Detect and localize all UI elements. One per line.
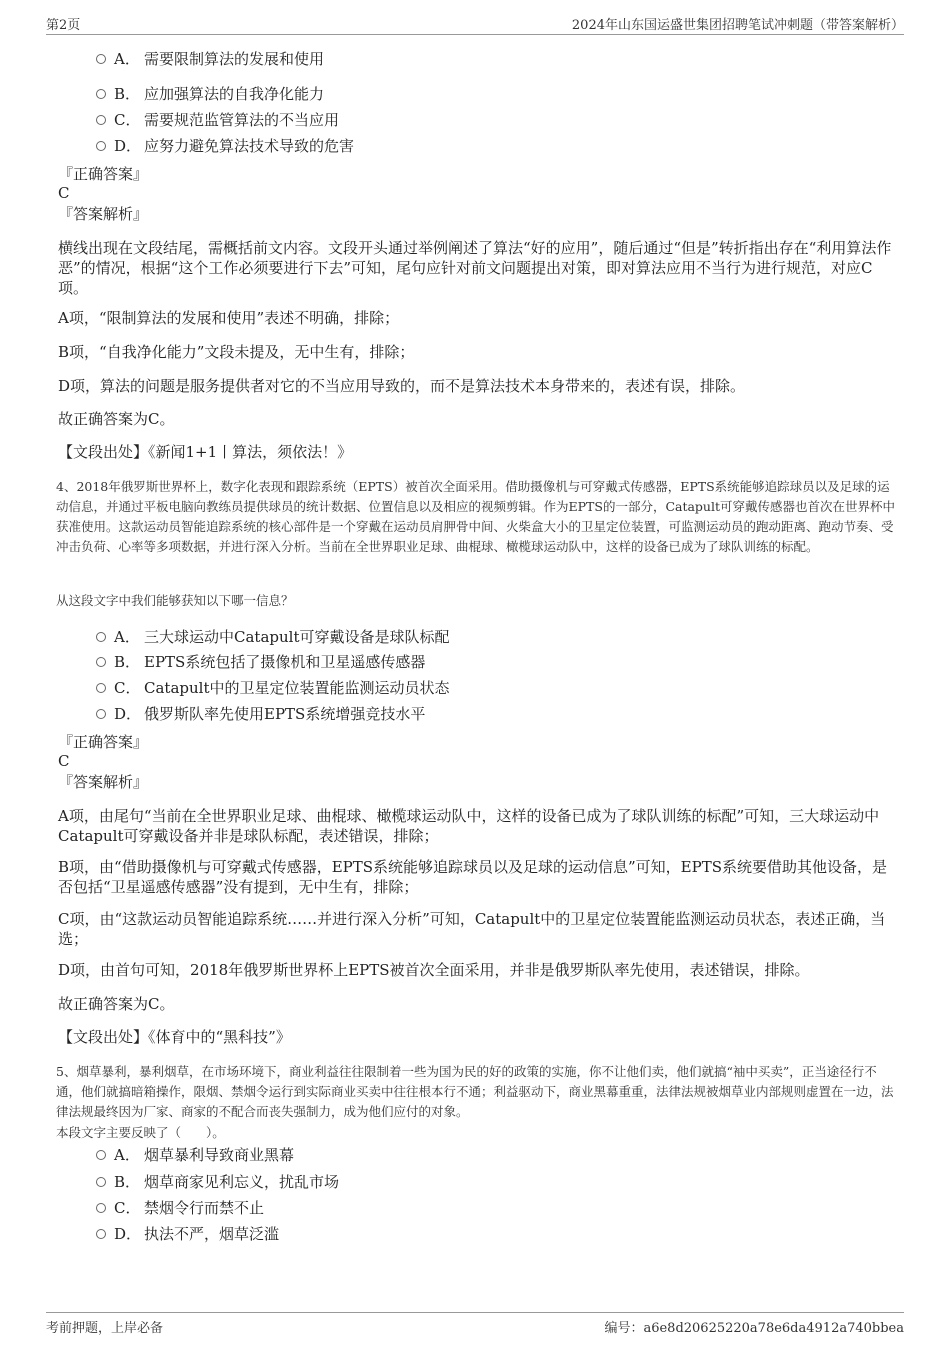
q3-analysis-main: 横线出现在文段结尾，需概括前文内容。文段开头通过举例阐述了算法“好的应用”，随后通过“但是”转折指出存在“利用算法作恶”的情况，根据“这个工作必须要进行下去”可知，尾句应针对前文问题提出对策，即对算法应用不当行为进行规范，对应C项。 bbox=[58, 239, 892, 297]
q3-option-d[interactable]: D． 应努力避免算法技术导致的危害 bbox=[96, 135, 354, 157]
q4-conclusion: 故正确答案为C。 bbox=[58, 995, 175, 1013]
q3-source: 【文段出处】《新闻1+1丨算法，须依法！》 bbox=[58, 443, 353, 461]
q3-analysis-a: A项，“限制算法的发展和使用”表述不明确，排除； bbox=[58, 309, 400, 327]
q4-source: 【文段出处】《体育中的“黑科技”》 bbox=[58, 1028, 291, 1046]
radio-icon[interactable] bbox=[96, 709, 106, 719]
radio-icon[interactable] bbox=[96, 1177, 106, 1187]
q4-option-a[interactable]: A． 三大球运动中Catapult可穿戴设备是球队标配 bbox=[96, 626, 449, 648]
q3-analysis-b: B项，“自我净化能力”文段未提及，无中生有，排除； bbox=[58, 343, 415, 361]
document-title: 2024年山东国运盛世集团招聘笔试冲刺题（带答案解析） bbox=[571, 18, 904, 33]
q5-option-c[interactable]: C． 禁烟令行而禁不止 bbox=[96, 1197, 264, 1219]
page-footer bbox=[46, 1312, 904, 1335]
q5-option-a[interactable]: A． 烟草暴利导致商业黑幕 bbox=[96, 1144, 294, 1166]
radio-icon[interactable] bbox=[96, 657, 106, 667]
q4-option-c[interactable]: C． Catapult中的卫星定位装置能监测运动员状态 bbox=[96, 677, 449, 699]
radio-icon[interactable] bbox=[96, 115, 106, 125]
q3-analysis-d: D项，算法的问题是服务提供者对它的不当应用导致的，而不是算法技术本身带来的，表述有误，排除。 bbox=[58, 377, 746, 395]
q4-analysis-c: C项，由“这款运动员智能追踪系统……并进行深入分析”可知，Catapult中的卫星定位装置能监测运动员状态，表述正确，当选； bbox=[58, 910, 886, 948]
q3-option-b[interactable]: B． 应加强算法的自我净化能力 bbox=[96, 83, 324, 105]
q4-passage: 4、2018年俄罗斯世界杯上，数字化表现和跟踪系统（EPTS）被首次全面采用。借助摄像机与可穿戴式传感器，EPTS系统能够追踪球员以及足球的运动信息，并通过平板电脑向教练员提供球员的统计数据、位置信息以及相应的视频剪辑。作为EPTS的一部分，Catapult可穿戴传感器也首次在世界杯中获准使用。这款运动员智能追踪系统的核心部件是一个穿戴在运动员肩胛骨中间、火柴盒大小的卫星定位装置，可监测运动员的跑动距离、跑动节奏、受冲击负荷、心率等多项数据，并进行深入分析。当前在全世界职业足球、曲棍球、橄榄球运动队中，这样的设备已成为了球队训练的标配。 bbox=[56, 479, 896, 554]
radio-icon[interactable] bbox=[96, 632, 106, 642]
page-header bbox=[46, 14, 904, 35]
q5-passage: 5、烟草暴利，暴利烟草，在市场环境下，商业利益往往限制着一些为国为民的好的政策的实施，你不让他们卖，他们就搞“袖中买卖”，正当途径行不通，他们就搞暗箱操作，限烟、禁烟令运行到实际商业买卖中往往根本行不通；利益驱动下，商业黑幕重重，法律法规被烟草业内部规则虚置在一边，法律法规最终因为厂家、商家的不配合而丧失强制力，成为他们应付的对象。 bbox=[56, 1064, 894, 1119]
q3-option-c[interactable]: C． 需要规范监管算法的不当应用 bbox=[96, 109, 339, 131]
q3-option-a[interactable]: A． 需要限制算法的发展和使用 bbox=[96, 48, 324, 70]
q3-analysis-label: 『答案解析』 bbox=[58, 205, 149, 223]
q4-option-b[interactable]: B． EPTS系统包括了摄像机和卫星遥感传感器 bbox=[96, 651, 425, 673]
radio-icon[interactable] bbox=[96, 1229, 106, 1239]
q4-analysis-label: 『答案解析』 bbox=[58, 773, 149, 791]
document-id: 编号：a6e8d20625220a78e6da4912a740bbea bbox=[604, 1321, 904, 1336]
q4-question: 从这段文字中我们能够获知以下哪一信息？ bbox=[56, 593, 294, 608]
q4-answer-label: 『正确答案』 bbox=[58, 733, 149, 751]
radio-icon[interactable] bbox=[96, 683, 106, 693]
q3-conclusion: 故正确答案为C。 bbox=[58, 410, 175, 428]
q3-answer-label: 『正确答案』 bbox=[58, 165, 149, 183]
q4-option-d[interactable]: D． 俄罗斯队率先使用EPTS系统增强竞技水平 bbox=[96, 703, 425, 725]
q4-analysis-a: A项，由尾句“当前在全世界职业足球、曲棍球、橄榄球运动队中，这样的设备已成为了球队训练的标配”可知，三大球运动中Catapult可穿戴设备并非是球队标配，表述错误，排除； bbox=[58, 807, 880, 845]
q4-analysis-d: D项，由首句可知，2018年俄罗斯世界杯上EPTS被首次全面采用，并非是俄罗斯队率先使用，表述错误，排除。 bbox=[58, 961, 810, 979]
q4-analysis-b: B项，由“借助摄像机与可穿戴式传感器，EPTS系统能够追踪球员以及足球的运动信息”可知，EPTS系统要借助其他设备，是否包括“卫星遥感传感器”没有提到，无中生有，排除； bbox=[58, 858, 888, 896]
radio-icon[interactable] bbox=[96, 1203, 106, 1213]
radio-icon[interactable] bbox=[96, 1150, 106, 1160]
q4-answer: C bbox=[58, 752, 70, 770]
radio-icon[interactable] bbox=[96, 54, 106, 64]
q5-question: 本段文字主要反映了（ ）。 bbox=[56, 1125, 225, 1140]
q5-option-d[interactable]: D． 执法不严，烟草泛滥 bbox=[96, 1223, 279, 1245]
radio-icon[interactable] bbox=[96, 141, 106, 151]
page-number: 第2页 bbox=[46, 18, 81, 33]
q5-option-b[interactable]: B． 烟草商家见利忘义，扰乱市场 bbox=[96, 1171, 339, 1193]
footer-slogan: 考前押题，上岸必备 bbox=[46, 1321, 164, 1336]
radio-icon[interactable] bbox=[96, 89, 106, 99]
q3-answer: C bbox=[58, 184, 70, 202]
